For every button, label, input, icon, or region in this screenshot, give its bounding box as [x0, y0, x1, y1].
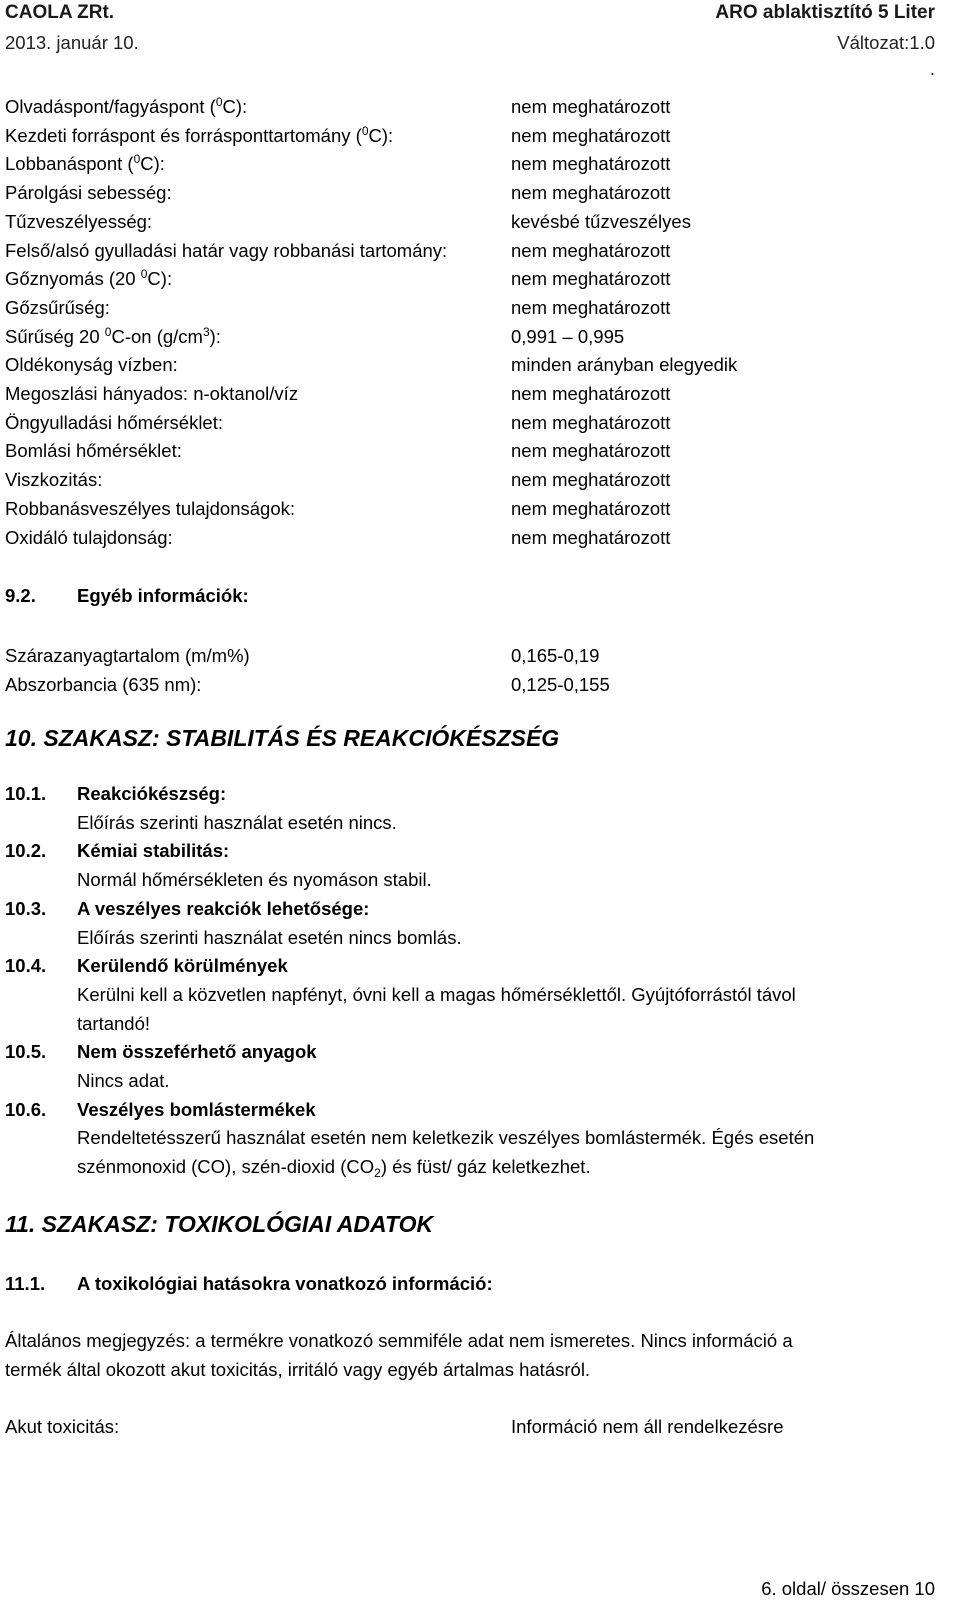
property-label: [5, 326, 221, 348]
label-text: C-on (g/cm: [111, 326, 203, 347]
product-name: ARO ablaktisztító 5 Liter: [715, 2, 935, 23]
subsection-text: Előírás szerinti használat esetén nincs bomlás.: [77, 927, 462, 948]
label-text: Sűrűség 20: [5, 326, 105, 347]
section-10-title: 10. SZAKASZ: STABILITÁS ÉS REAKCIÓKÉSZSÉG: [5, 725, 560, 751]
general-note-line-1: Általános megjegyzés: a termékre vonatkozó semmiféle adat nem ismeretes. Nincs információ a: [5, 1330, 793, 1351]
property-value: minden arányban elegyedik: [511, 354, 738, 375]
subsection-title: Kerülendő körülmények: [77, 955, 288, 976]
property-value: nem meghatározott: [511, 268, 671, 289]
property-label: [5, 354, 178, 376]
label-text: Tűzveszélyesség:: [5, 211, 153, 232]
label-text: C):: [140, 153, 165, 174]
label-text: Viszkozitás:: [5, 469, 103, 490]
subsection-text: [77, 1156, 591, 1178]
subsection-text: tartandó!: [77, 1013, 151, 1034]
label-text: Párolgási sebesség:: [5, 182, 172, 203]
subsection-number: 10.3.: [5, 898, 47, 919]
subsection-text: Normál hőmérsékleten és nyomáson stabil.: [77, 869, 432, 890]
subsection-title: A veszélyes reakciók lehetősége:: [77, 898, 370, 919]
label-text: Gőznyomás (20: [5, 268, 141, 289]
label-text: Lobbanáspont (: [5, 153, 134, 174]
section-11-1-number: 11.1.: [5, 1273, 46, 1294]
superscript: 0: [140, 267, 148, 281]
subsection-text: Nincs adat.: [77, 1070, 170, 1091]
dry-matter-label: Szárazanyagtartalom (m/m%): [5, 645, 250, 666]
label-text: Robbanásveszélyes tulajdonságok:: [5, 498, 296, 519]
subsection-title: Reakciókészség:: [77, 783, 227, 804]
label-text: Olvadáspont/fagyáspont (: [5, 96, 216, 117]
property-value: kevésbé tűzveszélyes: [511, 211, 691, 232]
label-text: Felső/alsó gyulladási határ vagy robbanási tartomány:: [5, 240, 448, 261]
property-value: nem meghatározott: [511, 383, 671, 404]
property-label: [5, 297, 110, 319]
superscript: 0: [104, 325, 112, 339]
property-value: nem meghatározott: [511, 153, 671, 174]
label-text: C):: [147, 268, 173, 289]
property-label: [5, 125, 393, 147]
property-value: 0,991 – 0,995: [511, 326, 625, 347]
text-fragment: ) és füst/ gáz keletkezhet.: [380, 1156, 591, 1177]
superscript: 0: [361, 124, 369, 138]
section-11-title: 11. SZAKASZ: TOXIKOLÓGIAI ADATOK: [5, 1211, 434, 1237]
property-label: [5, 211, 152, 233]
absorbance-value: 0,125-0,155: [511, 674, 610, 695]
label-text: Bomlási hőmérséklet:: [5, 440, 182, 461]
property-label: [5, 96, 247, 118]
property-value: nem meghatározott: [511, 182, 671, 203]
page-number: 6. oldal/ összesen 10: [761, 1578, 935, 1599]
label-text: Megoszlási hányados: n-oktanol/víz: [5, 383, 299, 404]
document-version: Változat:1.0: [837, 32, 935, 53]
property-label: [5, 498, 295, 520]
property-value: nem meghatározott: [511, 96, 671, 117]
dry-matter-value: 0,165-0,19: [511, 645, 600, 666]
acute-toxicity-label: Akut toxicitás:: [5, 1416, 120, 1437]
subsection-text: Előírás szerinti használat esetén nincs.: [77, 812, 397, 833]
subsection-text: Kerülni kell a közvetlen napfényt, óvni kell a magas hőmérséklettől. Gyújtóforrástól távol: [77, 984, 796, 1005]
superscript: 3: [202, 325, 210, 339]
subsection-number: 10.5.: [5, 1041, 47, 1062]
property-value: nem meghatározott: [511, 469, 671, 490]
property-label: [5, 527, 173, 549]
label-text: Gőzsűrűség:: [5, 297, 110, 318]
section-9-2-number: 9.2.: [5, 585, 36, 606]
section-9-2-title: Egyéb információk:: [77, 585, 249, 606]
property-label: [5, 182, 172, 204]
property-label: [5, 153, 165, 175]
property-value: nem meghatározott: [511, 527, 671, 548]
label-text: ):: [209, 326, 221, 347]
property-value: nem meghatározott: [511, 412, 671, 433]
property-value: nem meghatározott: [511, 125, 671, 146]
acute-toxicity-value: Információ nem áll rendelkezésre: [511, 1416, 784, 1437]
label-text: Oldékonyság vízben:: [5, 354, 178, 375]
subsection-title: Kémiai stabilitás:: [77, 840, 230, 861]
subsection-number: 10.1.: [5, 783, 47, 804]
subsection-title: Nem összeférhető anyagok: [77, 1041, 317, 1062]
superscript: 0: [133, 152, 141, 166]
document-date: 2013. január 10.: [5, 32, 139, 53]
subsection-number: 10.4.: [5, 955, 47, 976]
property-value: nem meghatározott: [511, 297, 671, 318]
section-11-1-title: A toxikológiai hatásokra vonatkozó információ:: [77, 1273, 493, 1294]
subsection-number: 10.2.: [5, 840, 47, 861]
header-dot: .: [929, 58, 935, 79]
subsection-number: 10.6.: [5, 1099, 47, 1120]
property-value: nem meghatározott: [511, 498, 671, 519]
property-label: [5, 240, 447, 262]
label-text: C):: [222, 96, 248, 117]
property-label: [5, 412, 223, 434]
text-fragment: szénmonoxid (CO), szén-dioxid (CO: [77, 1156, 375, 1177]
property-label: [5, 440, 182, 462]
company-name: CAOLA ZRt.: [5, 2, 115, 23]
subsection-title: Veszélyes bomlástermékek: [77, 1099, 316, 1120]
property-value: nem meghatározott: [511, 440, 671, 461]
label-text: Öngyulladási hőmérséklet:: [5, 412, 223, 433]
property-label: [5, 469, 102, 491]
property-value: nem meghatározott: [511, 240, 671, 261]
subsection-text: Rendeltetésszerű használat esetén nem keletkezik veszélyes bomlástermék. Égés esetén: [77, 1127, 815, 1148]
property-label: [5, 383, 298, 405]
label-text: Kezdeti forráspont és forrásponttartomány (: [5, 125, 362, 146]
subscript: 2: [374, 1166, 381, 1180]
label-text: C):: [368, 125, 394, 146]
superscript: 0: [215, 95, 223, 109]
property-label: [5, 268, 172, 290]
label-text: Oxidáló tulajdonság:: [5, 527, 173, 548]
absorbance-label: Abszorbancia (635 nm):: [5, 674, 202, 695]
general-note-line-2: termék által okozott akut toxicitás, irritáló vagy egyéb ártalmas hatásról.: [5, 1359, 591, 1380]
